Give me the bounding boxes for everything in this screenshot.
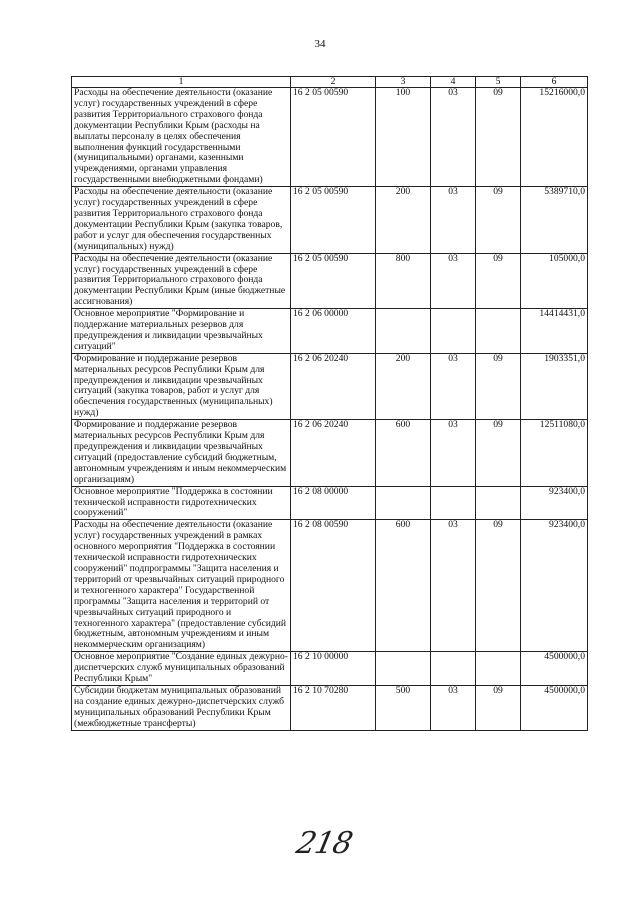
column-header-3: 3 (376, 77, 431, 88)
row-amount: 15216000,0 (521, 88, 588, 187)
row-expense-type: 200 (376, 187, 431, 253)
handwritten-page-number: 218 (293, 826, 355, 861)
row-target-code: 16 2 05 00590 (291, 88, 376, 187)
row-amount: 923400,0 (521, 486, 588, 520)
table-row (72, 420, 588, 486)
table-row (72, 309, 588, 354)
row-expense-type: 200 (376, 353, 431, 419)
column-header-5: 5 (476, 77, 521, 88)
row-subsection: 09 (476, 420, 521, 486)
row-subsection: 09 (476, 187, 521, 253)
row-section (431, 652, 476, 686)
row-target-code: 16 2 06 20240 (291, 353, 376, 419)
row-section: 03 (431, 685, 476, 730)
row-target-code: 16 2 10 70280 (291, 685, 376, 730)
row-subsection (476, 486, 521, 520)
row-target-code: 16 2 06 00000 (291, 309, 376, 354)
row-amount: 5389710,0 (521, 187, 588, 253)
header-row (72, 77, 588, 88)
row-expense-type: 600 (376, 420, 431, 486)
row-amount: 923400,0 (521, 520, 588, 652)
column-header-6: 6 (521, 77, 588, 88)
row-expense-type: 600 (376, 520, 431, 652)
row-target-code: 16 2 05 00590 (291, 253, 376, 309)
row-expense-type (376, 486, 431, 520)
row-amount: 4500000,0 (521, 652, 588, 686)
row-expense-type (376, 652, 431, 686)
row-expense-type: 500 (376, 685, 431, 730)
row-description: Расходы на обеспечение деятельности (оказание услуг) государственных учреждений в сфере развития Территориального страхового фонда документации Республики Крым (иные бюджетные ассигнования) (72, 253, 291, 309)
row-section (431, 309, 476, 354)
row-amount: 12511080,0 (521, 420, 588, 486)
table-row (72, 88, 588, 187)
row-description: Основное мероприятие "Поддержка в состоянии технической исправности гидротехнических сооружений" (72, 486, 291, 520)
row-subsection: 09 (476, 685, 521, 730)
table-row (72, 187, 588, 253)
row-amount: 1903351,0 (521, 353, 588, 419)
row-section: 03 (431, 187, 476, 253)
table-row (72, 685, 588, 730)
row-subsection: 09 (476, 88, 521, 187)
row-subsection: 09 (476, 520, 521, 652)
row-amount: 4500000,0 (521, 685, 588, 730)
row-target-code: 16 2 08 00000 (291, 486, 376, 520)
row-expense-type: 100 (376, 88, 431, 187)
budget-table (71, 76, 588, 731)
table-row (72, 253, 588, 309)
column-header-1: 1 (72, 77, 291, 88)
row-description: Расходы на обеспечение деятельности (оказание услуг) государственных учреждений в сфере развития Территориального страхового фонда документации Республики Крым (расходы на выплаты персоналу в целях обеспечения выполнения функций государственными (муниципальными) органами, казенными учреждениями, органами управления государственными внебюджетными фондами) (72, 88, 291, 187)
row-section: 03 (431, 88, 476, 187)
row-description: Формирование и поддержание резервов материальных ресурсов Республики Крым для предупреждения и ликвидации чрезвычайных ситуаций (предоставление субсидий бюджетным, автономным учреждениям и иным некоммерческим организациям) (72, 420, 291, 486)
row-section: 03 (431, 253, 476, 309)
row-description: Расходы на обеспечение деятельности (оказание услуг) государственных учреждений в рамках основного мероприятия "Поддержка в состоянии технической исправности гидротехнических сооружений" подпрограммы "Защита населения и территорий от чрезвычайных ситуаций природного и техногенного характера" Государственной программы "Защита населения и территорий от чрезвычайных ситуаций природного и техногенного характера" (предоставление субсидий бюджетным, автономным учреждениям и иным некоммерческим организациям) (72, 520, 291, 652)
row-subsection: 09 (476, 253, 521, 309)
row-amount: 14414431,0 (521, 309, 588, 354)
row-target-code: 16 2 08 00590 (291, 520, 376, 652)
table-row (72, 652, 588, 686)
row-subsection (476, 309, 521, 354)
table-row (72, 486, 588, 520)
column-header-2: 2 (291, 77, 376, 88)
row-section: 03 (431, 420, 476, 486)
row-section: 03 (431, 520, 476, 652)
row-description: Основное мероприятие "Формирование и поддержание материальных резервов для предупреждения и ликвидации чрезвычайных ситуаций" (72, 309, 291, 354)
row-subsection: 09 (476, 353, 521, 419)
row-target-code: 16 2 05 00590 (291, 187, 376, 253)
row-description: Расходы на обеспечение деятельности (оказание услуг) государственных учреждений в сфере развития Территориального страхового фонда документации Республики Крым (закупка товаров, работ и услуг для обеспечения государственных (муниципальных) нужд) (72, 187, 291, 253)
row-section: 03 (431, 353, 476, 419)
row-amount: 105000,0 (521, 253, 588, 309)
table-row (72, 353, 588, 419)
row-section (431, 486, 476, 520)
row-description: Субсидии бюджетам муниципальных образований на создание единых дежурно-диспетчерских служб муниципальных образований Республики Крым (межбюджетные трансферты) (72, 685, 291, 730)
page-number: 34 (314, 38, 326, 50)
row-expense-type (376, 309, 431, 354)
table-row (72, 520, 588, 652)
row-expense-type: 800 (376, 253, 431, 309)
row-description: Основное мероприятие "Создание единых дежурно-диспетчерских служб муниципальных образований Республики Крым" (72, 652, 291, 686)
row-target-code: 16 2 10 00000 (291, 652, 376, 686)
row-target-code: 16 2 06 20240 (291, 420, 376, 486)
row-subsection (476, 652, 521, 686)
row-description: Формирование и поддержание резервов материальных ресурсов Республики Крым для предупреждения и ликвидации чрезвычайных ситуаций (закупка товаров, работ и услуг для обеспечения государственных (муниципальных) нужд) (72, 353, 291, 419)
column-header-4: 4 (431, 77, 476, 88)
